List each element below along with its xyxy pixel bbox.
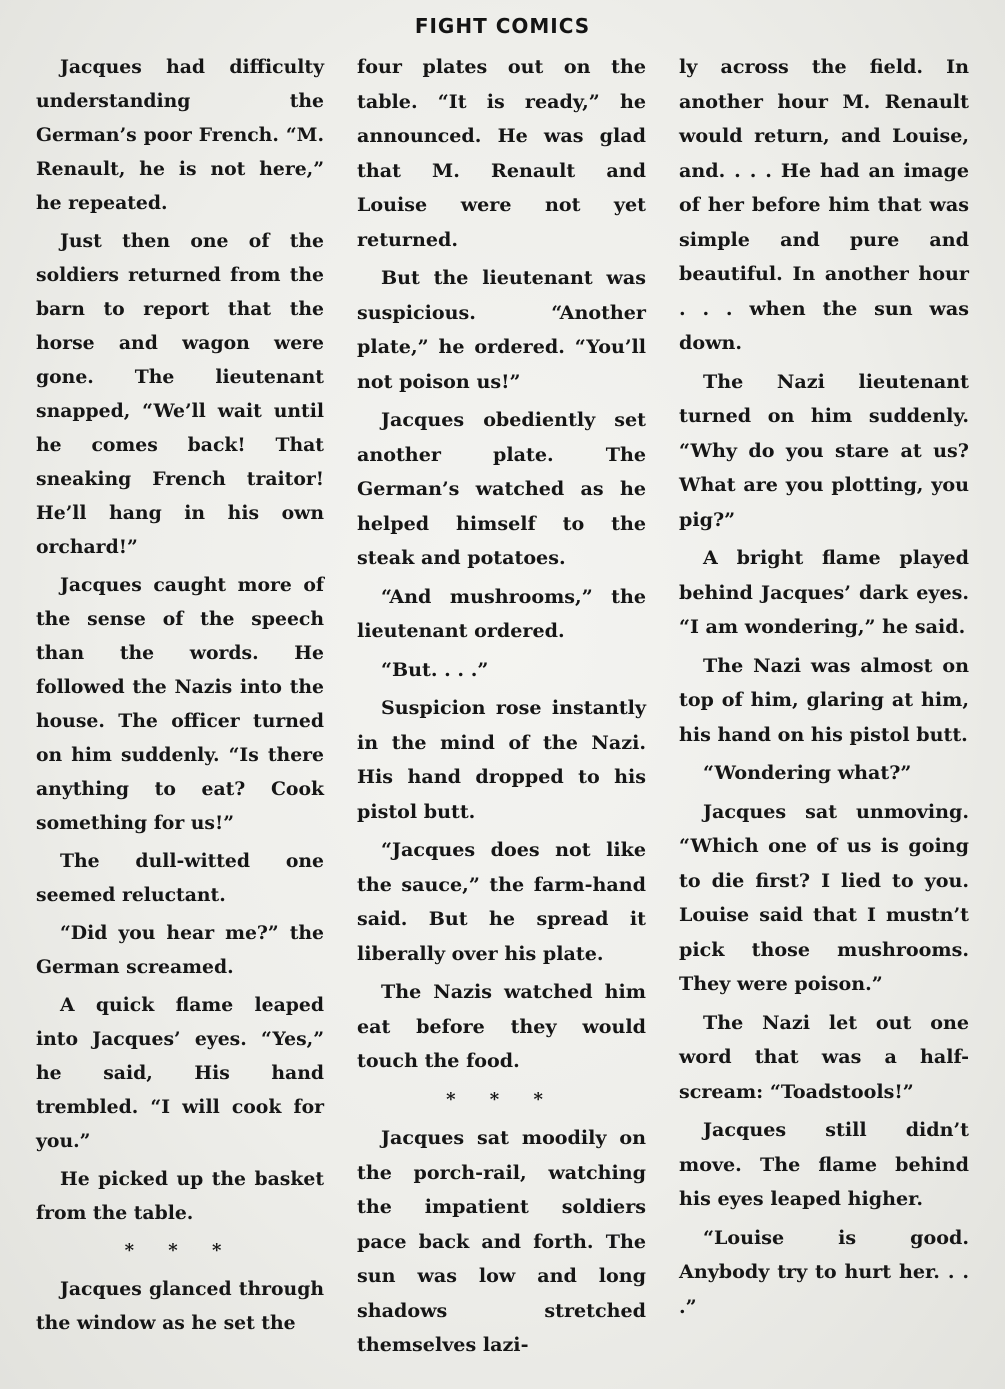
page-header-title: FIGHT COMICS [414,14,591,38]
text-column-3 [679,50,969,1328]
paragraph: Suspicion rose instantly in the mind of the Nazi. His hand dropped to his pistol butt. [357,696,646,823]
paragraph: A quick flame leaped into Jacques’ eyes. “Yes,” he said, His hand trembled. “I will cook for you.” [36,994,324,1152]
section-separator: * * * [446,1088,557,1110]
paragraph: “Wondering what?” [703,761,912,784]
paragraph: The Nazi lieutenant turned on him suddenly. “Why do you stare at us? What are you plotting, you pig?” [679,369,969,531]
paragraph: “Did you hear me?” the German screamed. [36,922,324,978]
text-column-1 [36,50,324,1344]
paragraph-continued: four plates out on the table. “It is ready,” he announced. He was glad that M. Renault and Louise were not yet returned. [357,55,646,251]
paragraph: “Louise is good. Anybody try to hurt her. . . .” [679,1225,969,1318]
paragraph: Just then one of the soldiers returned from the barn to report that the horse and wagon were gone. The lieutenant snapped, “We’ll wait until he comes back! That sneaking French traitor! He’ll hang in his own orchard!” [36,230,324,558]
paragraph: Jacques obediently set another plate. The German’s watched as he helped himself to the steak and potatoes. [357,408,646,569]
paragraph: The Nazi let out one word that was a half-scream: “Toadstools!” [679,1010,969,1103]
paragraph: “And mushrooms,” the lieutenant ordered. [357,584,646,642]
paragraph: A bright flame played behind Jacques’ dark eyes. “I am wondering,” he said. [679,546,969,638]
paragraph-continued: ly across the field. In another hour M. Renault would return, and Louise, and. . . . He had an image of her before him that was simple and pure and beautiful. In another hour . . . when the sun was down. [679,55,969,354]
paragraph: The Nazis watched him eat before they would touch the food. [357,980,646,1072]
paragraph: The dull-witted one seemed reluctant. [36,850,324,906]
paragraph: “But. . . .” [381,657,489,681]
paragraph: But the lieutenant was suspicious. “Another plate,” he ordered. “You’ll not poison us!” [357,266,646,393]
paragraph: “Jacques does not like the sauce,” the farm-hand said. But he spread it liberally over his plate. [357,838,646,965]
text-column-2 [357,50,646,1367]
section-separator: * * * [124,1240,236,1261]
paragraph: Jacques caught more of the sense of the speech than the words. He followed the Nazis into the house. The officer turned on him suddenly. “Is there anything to eat? Cook something for us!” [36,574,324,834]
paragraph: Jacques had difficulty understanding the German’s poor French. “M. Renault, he is not here,” he repeated. [36,56,324,214]
paragraph: The Nazi was almost on top of him, glaring at him, his hand on his pistol butt. [679,653,969,746]
paragraph: Jacques sat moodily on the porch-rail, watching the impatient soldiers pace back and forth. The sun was low and long shadows stretched themselves lazi- [357,1126,646,1356]
paragraph: Jacques still didn’t move. The flame behind his eyes leaped higher. [679,1118,969,1210]
paragraph: Jacques glanced through the window as he set the [36,1278,324,1334]
paragraph: Jacques sat unmoving. “Which one of us is going to die first? I lied to you. Louise said that I mustn’t pick those mushrooms. They were poison.” [679,799,969,995]
paragraph: He picked up the basket from the table. [36,1168,324,1224]
